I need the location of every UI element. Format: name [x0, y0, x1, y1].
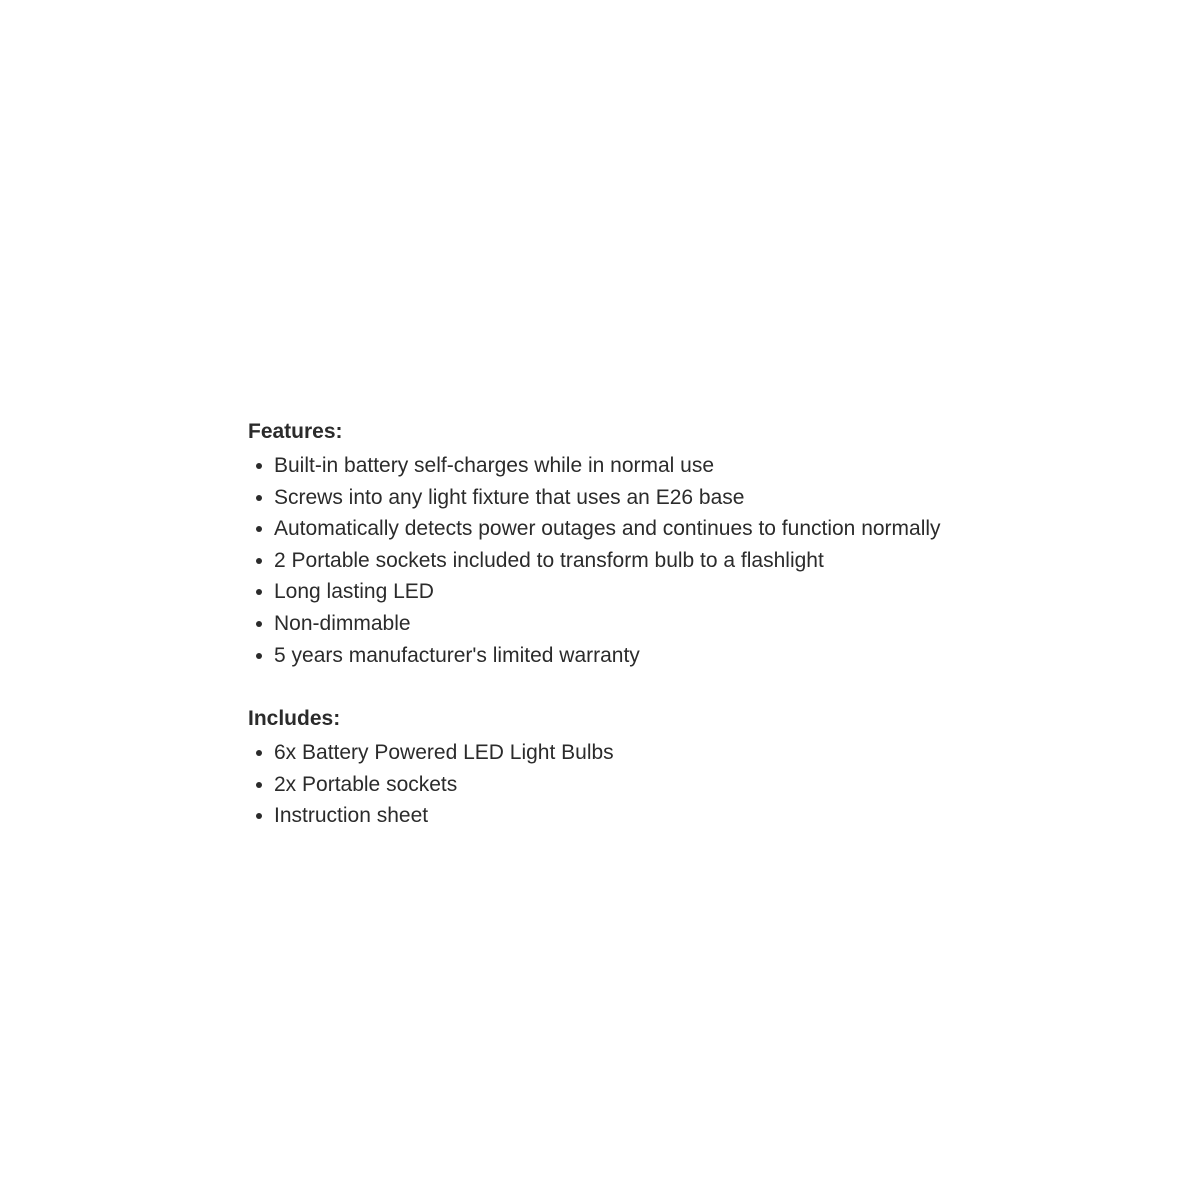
- bullet-icon: [256, 495, 262, 501]
- bullet-icon: [256, 558, 262, 564]
- bullet-icon: [256, 782, 262, 788]
- section-spacer: [248, 671, 1108, 703]
- list-item-text: Long lasting LED: [274, 580, 434, 604]
- list-item-text: 2x Portable sockets: [274, 772, 458, 796]
- bullet-icon: [256, 750, 262, 756]
- list-item-text: 5 years manufacturer's limited warranty: [274, 643, 640, 667]
- bullet-icon: [256, 589, 262, 595]
- list-item: [248, 640, 1108, 672]
- bullet-icon: [256, 813, 262, 819]
- bullet-icon: [256, 463, 262, 469]
- list-item: [248, 513, 1108, 545]
- features-heading: Features:: [248, 420, 343, 443]
- product-description: [248, 416, 1108, 832]
- list-item: [248, 737, 1108, 769]
- list-item-text: Non-dimmable: [274, 611, 411, 635]
- list-item: [248, 482, 1108, 514]
- list-item: [248, 608, 1108, 640]
- list-item: [248, 576, 1108, 608]
- features-list: [248, 450, 1108, 671]
- list-item: [248, 800, 1108, 832]
- includes-heading: Includes:: [248, 707, 341, 731]
- list-item-text: Screws into any light fixture that uses an E26 base: [274, 485, 745, 509]
- list-item-text: Built-in battery self-charges while in normal use: [274, 454, 715, 477]
- list-item-text: Instruction sheet: [274, 804, 429, 828]
- list-item: [248, 769, 1108, 801]
- list-item-text: Automatically detects power outages and continues to function normally: [274, 517, 941, 541]
- list-item: [248, 450, 1108, 482]
- bullet-icon: [256, 526, 262, 532]
- bullet-icon: [256, 653, 262, 659]
- includes-list: [248, 737, 1108, 832]
- list-item-text: 2 Portable sockets included to transform bulb to a flashlight: [274, 548, 824, 572]
- list-item-text: 6x Battery Powered LED Light Bulbs: [274, 741, 614, 765]
- list-item: [248, 545, 1108, 577]
- bullet-icon: [256, 621, 262, 627]
